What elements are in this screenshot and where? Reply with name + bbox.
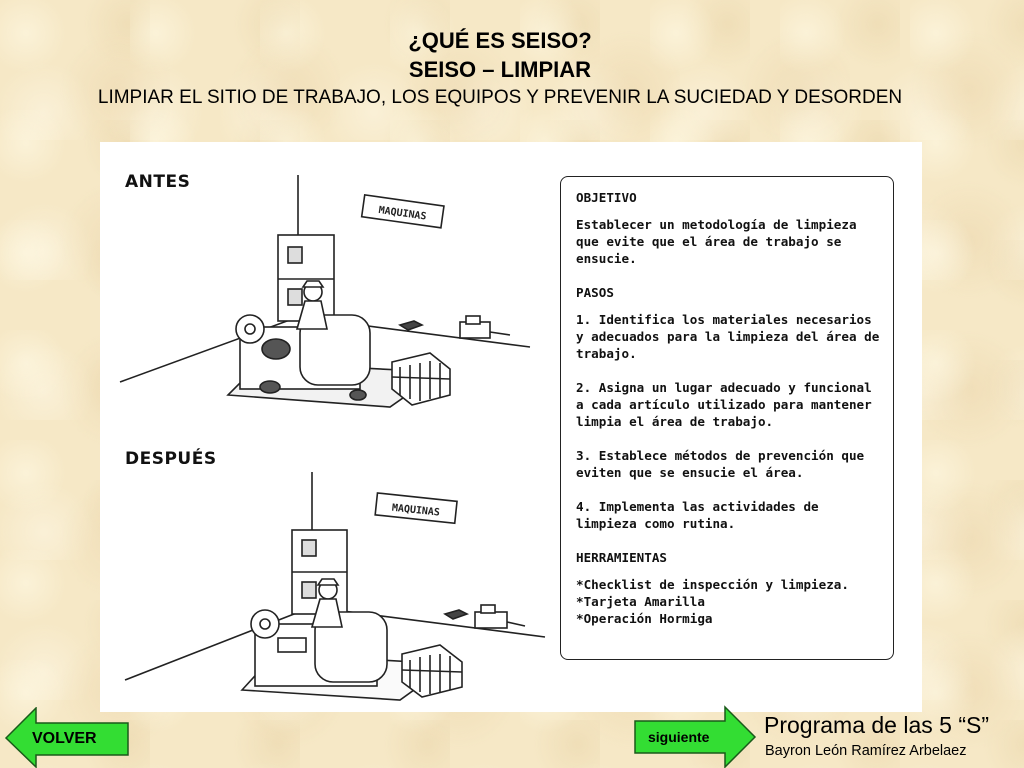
before-label: ANTES [125,172,191,192]
program-title: Programa de las 5 “S” [764,712,989,738]
slide-description: LIMPIAR EL SITIO DE TRABAJO, LOS EQUIPOS Y PREVENIR LA SUCIEDAD Y DESORDEN [97,87,903,108]
author-name: Bayron León Ramírez Arbelaez [765,743,967,759]
back-button-label: VOLVER [32,730,97,747]
next-button-label: siguiente [648,729,710,745]
objective-title: OBJETIVO [576,190,637,205]
objective-text: Establecer un metodología de limpieza que evite que el área de trabajo se ensucie. [576,217,857,266]
step-item: 1. Identifica los materiales necesarios y adecuados para la limpieza del área de trabajo. [576,312,880,361]
steps-title: PASOS [576,285,614,300]
machines-sign-text: MAQUINAS [377,205,428,223]
seiso-figure [100,142,922,712]
step-item: 4. Implementa las actividades de limpieza como rutina. [576,499,819,531]
step-item: 3. Establece métodos de prevención que eviten que se ensucie el área. [576,448,865,480]
machines-sign [375,493,457,523]
after-illustration [100,442,555,707]
tool-item: *Operación Hormiga [576,611,713,626]
slide-subtitle: SEISO – LIMPIAR [408,57,592,82]
after-label: DESPUÉS [125,449,217,469]
slide-question: ¿QUÉ ES SEISO? [408,28,592,53]
before-illustration [100,167,555,427]
machines-sign [362,195,444,228]
objective-panel [560,176,894,660]
tool-item: *Checklist de inspección y limpieza. [576,577,849,592]
slide-header [60,26,940,110]
tools-title: HERRAMIENTAS [576,550,667,565]
back-button[interactable] [4,707,130,768]
machines-sign-text: MAQUINAS [391,502,441,519]
tool-item: *Tarjeta Amarilla [576,594,705,609]
step-item: 2. Asigna un lugar adecuado y funcional a cada artículo utilizado para mantener limpia el área de trabajo. [576,380,872,429]
next-button[interactable] [633,705,757,768]
